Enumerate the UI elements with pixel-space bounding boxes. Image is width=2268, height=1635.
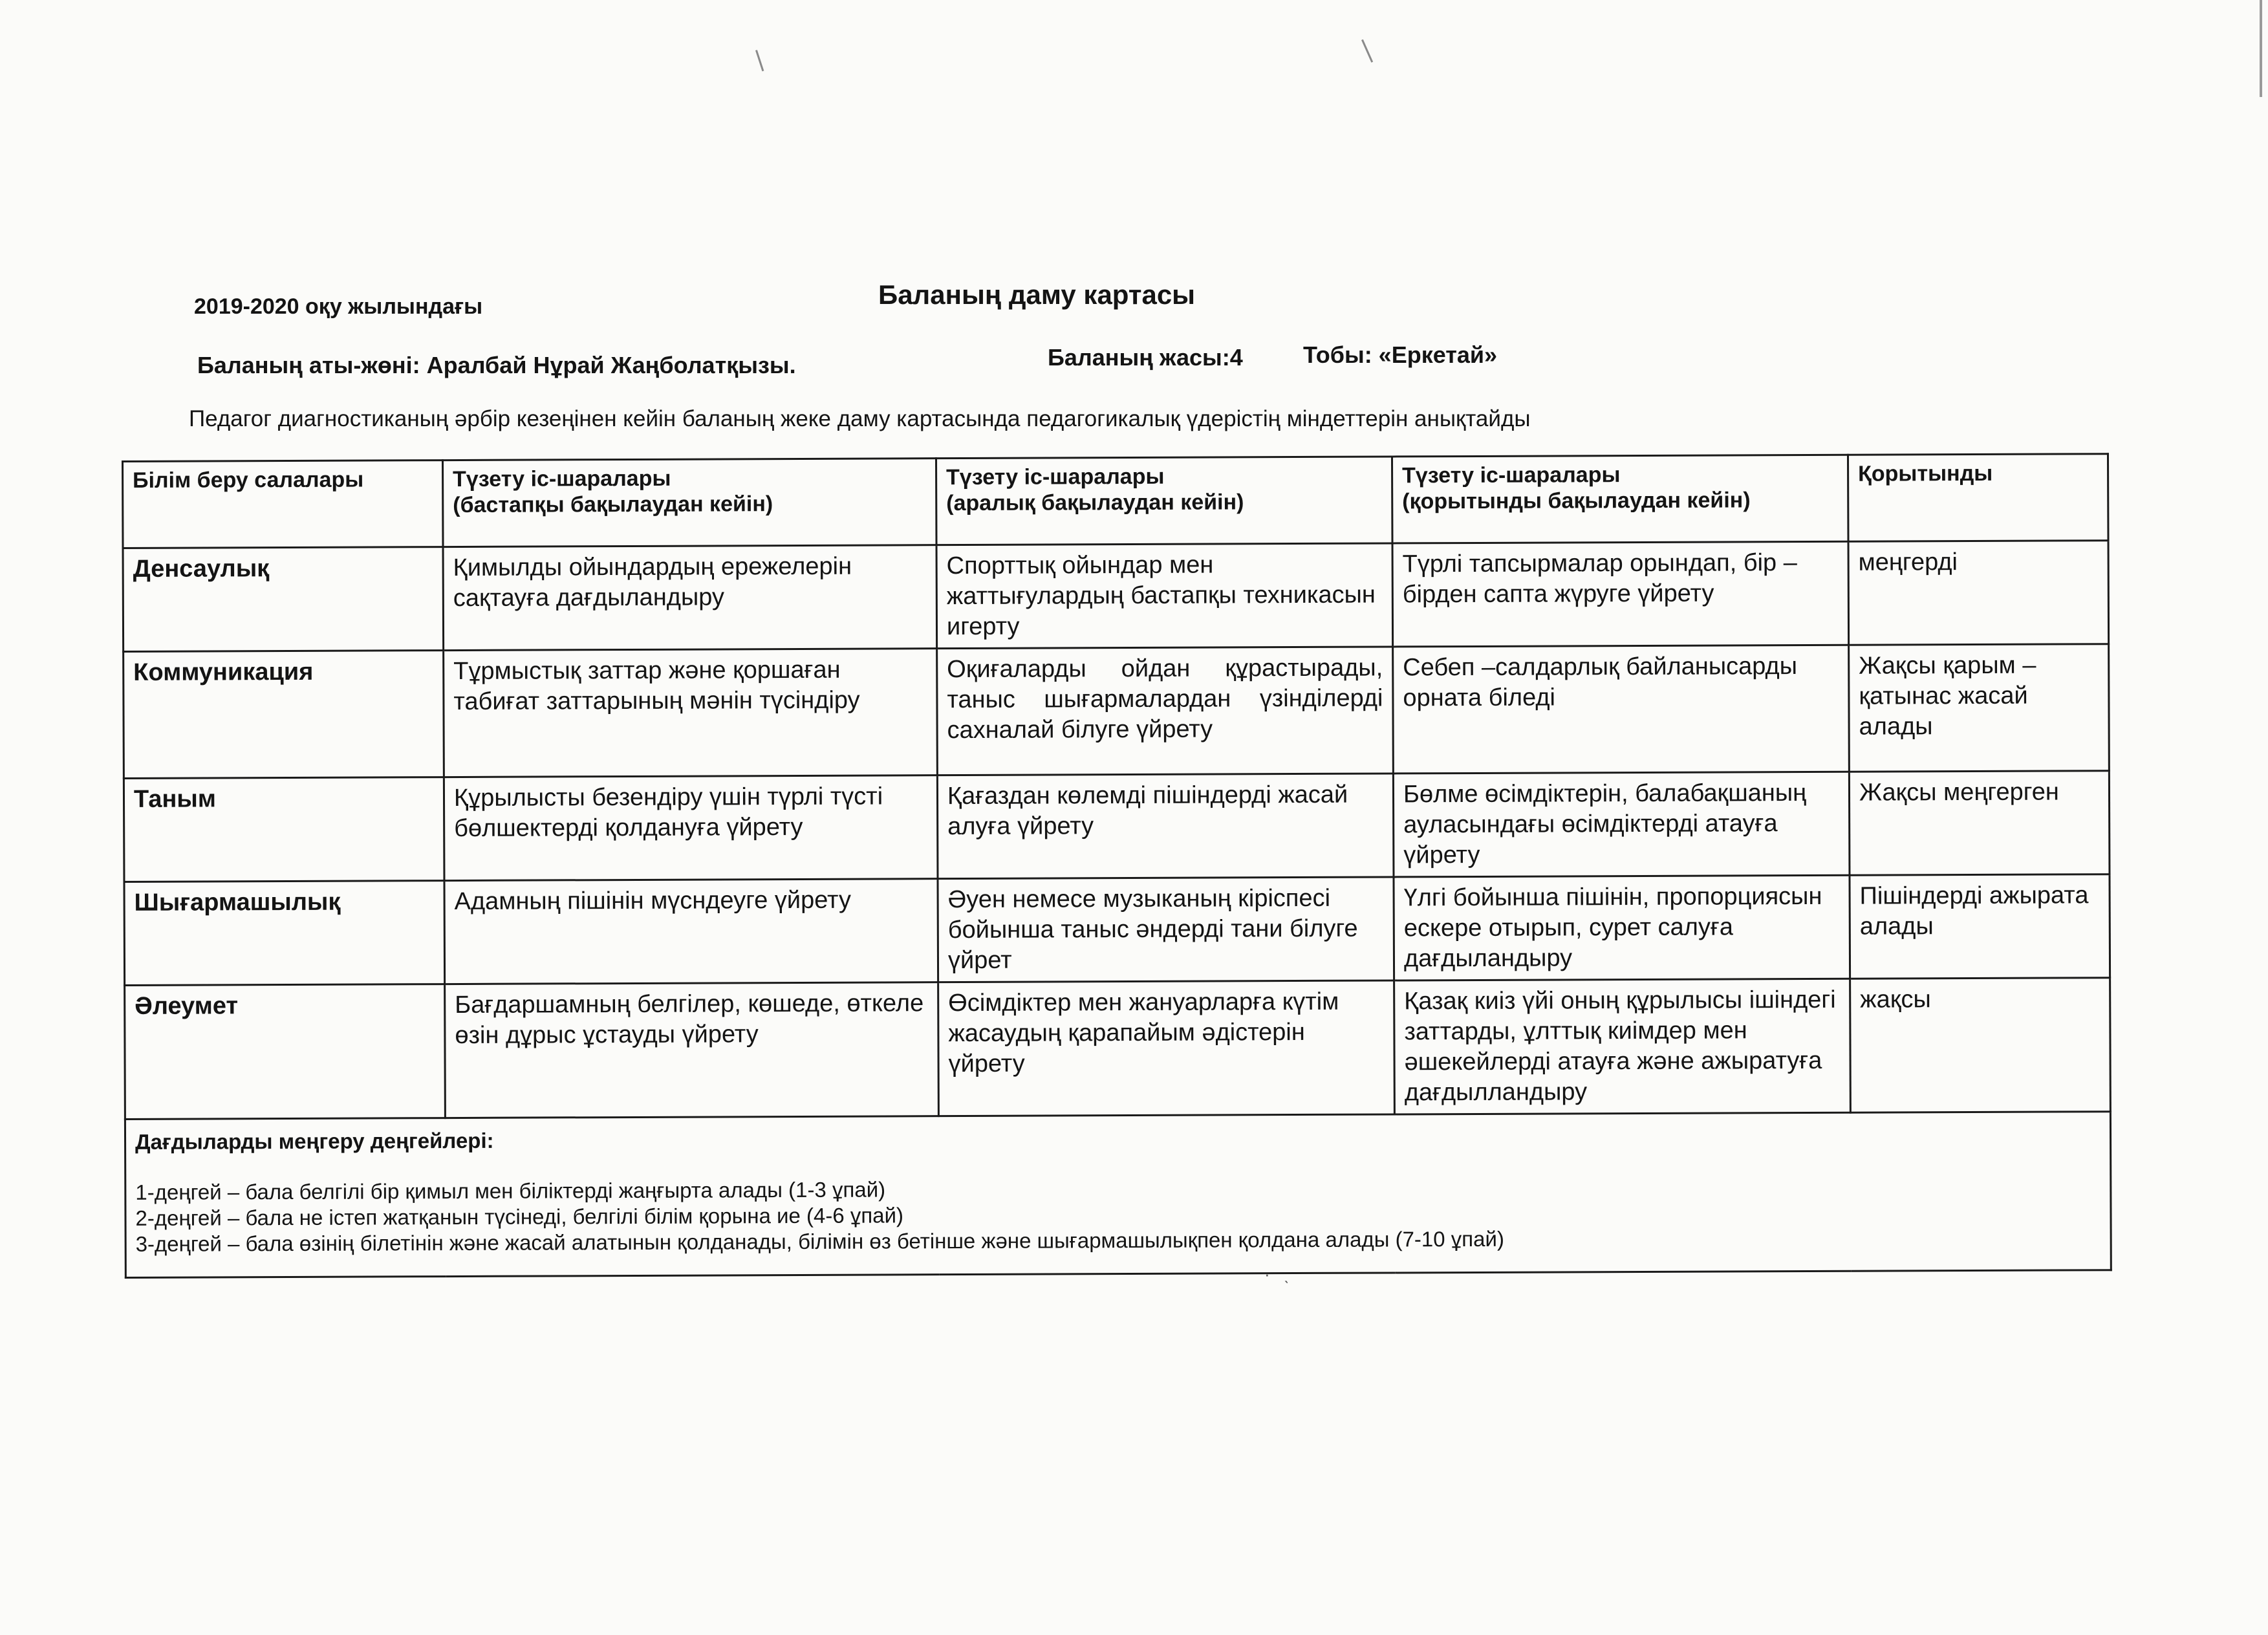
result-cell: Жақсы қарым – қатынас жасай алады: [1849, 644, 2110, 772]
column-header-line1: Түзету іс-шаралары: [1402, 462, 1621, 488]
result-cell: Жақсы меңгерген: [1849, 771, 2110, 876]
initial-cell: Адамның пішінін мүсндеуге үйрету: [444, 879, 938, 984]
levels-title: Дағдыларды меңгеру деңгейлері:: [135, 1128, 494, 1154]
intermediate-cell: Әуен немесе музыканың кіріспесі бойынша таныс әндерді тани білуге үйрет: [938, 877, 1394, 982]
final-cell: Себеп –салдарлық байланысарды орната біледі: [1393, 645, 1850, 774]
levels-footer: [125, 1112, 2111, 1278]
table-row: [125, 978, 2111, 1120]
initial-cell: Қимылды ойындардың ережелерін сақтауға дағдыландыру: [443, 545, 937, 651]
column-header-line1: Түзету іс-шаралары: [453, 466, 671, 492]
final-cell: Үлгі бойынша пішінін, пропорциясын ескере отырып, сурет салуға дағдыландыру: [1394, 875, 1850, 980]
child-name: Баланың аты-жөні: Аралбай Нұрай Жаңболатқызы.: [197, 352, 796, 378]
initial-cell: Құрылысты безендіру үшін түрлі түсті бөлшектерді қолдануға үйрету: [444, 775, 938, 881]
level-item: 1-деңгей – бала белгілі бір қимыл мен біліктерді жаңғырта алады (1-3 ұпай): [135, 1177, 886, 1204]
final-cell: Бөлме өсімдіктерін, балабақшаның ауласындағы өсімдіктерді атауға үйрету: [1393, 772, 1850, 877]
column-header: [1392, 455, 1848, 543]
final-cell: Түрлі тапсырмалар орындап, бір – бірден сапта жүруге үйрету: [1392, 541, 1849, 647]
level-item: 3-деңгей – бала өзінің білетінін және жасай алатынын қолданады, білімін өз бетінше және шығармашылықпен қолдана алады (7-10 ұпай): [135, 1226, 1504, 1256]
child-age: Баланың жасы:4: [1048, 344, 1243, 371]
column-header-line2: (бастапқы бақылаудан кейін): [453, 492, 773, 518]
scan-specks: · ˎ: [1264, 1264, 1290, 1284]
scan-mark: [1361, 39, 1373, 63]
column-header-line1: Білім беру салалары: [133, 467, 364, 493]
area-cell: Шығармашылық: [124, 881, 445, 986]
result-cell: жақсы: [1850, 978, 2111, 1113]
table-row: [124, 644, 2110, 779]
column-header-line2: (қорытынды бақылаудан кейін): [1402, 488, 1751, 514]
child-group: Тобы: «Еркетай»: [1303, 341, 1498, 368]
intermediate-cell: Өсімдіктер мен жануарларға күтім жасаудың қарапайым әдістерін үйрету: [938, 980, 1395, 1116]
table-row: [123, 541, 2109, 652]
column-header-line1: Қорытынды: [1858, 460, 1993, 486]
level-item: 2-деңгей – бала не істеп жатқанын түсінеді, белгілі білім қорына ие (4-6 ұпай): [135, 1203, 904, 1230]
levels-footer-row: [125, 1112, 2111, 1278]
column-header-line1: Түзету іс-шаралары: [946, 464, 1165, 490]
intro-text: Педагог диагностиканың әрбір кезеңінен кейін баланың жеке даму картасында педагогикалық үдерістің міндеттерін анықтайды: [189, 406, 1531, 431]
area-cell: Коммуникация: [124, 651, 444, 779]
final-cell: Қазақ киіз үйі оның құрылысы ішіндегі заттарды, ұлттық киімдер мен әшекейлерді атауға және ажыратуға дағдылландыру: [1394, 979, 1851, 1114]
column-header: [123, 460, 444, 548]
area-cell: Әлеумет: [125, 984, 446, 1120]
intermediate-cell: Оқиғаларды ойдан құрастырады, таныс шығармалардан үзінділерді сахналай білуге үйрету: [937, 647, 1394, 775]
intermediate-cell: Қағаздан көлемді пішіндерді жасай алуға үйрету: [937, 774, 1394, 879]
table-row: [124, 874, 2110, 986]
table-header-row: [123, 454, 2108, 548]
column-header: [1848, 454, 2108, 542]
scan-mark: [755, 50, 764, 71]
initial-cell: Тұрмыстық заттар және қоршаған табиғат заттарының мәнін түсіндіру: [444, 649, 938, 777]
column-header: [443, 459, 937, 547]
intermediate-cell: Спорттық ойындар мен жаттығулардың бастапқы техникасын игерту: [936, 543, 1393, 649]
result-cell: меңгерді: [1848, 541, 2109, 645]
result-cell: Пішіндерді ажырата алады: [1850, 874, 2110, 979]
scan-mark: [2260, 0, 2262, 97]
area-cell: Таным: [124, 777, 444, 882]
page-title: Баланың даму картасы: [878, 279, 1196, 310]
development-card-table: [122, 453, 2112, 1279]
column-header-line2: (аралық бақылаудан кейін): [946, 490, 1244, 516]
column-header: [936, 457, 1392, 545]
area-cell: Денсаулық: [123, 547, 444, 652]
table-row: [124, 771, 2110, 882]
academic-year: 2019-2020 оқу жылындағы: [194, 294, 483, 319]
initial-cell: Бағдаршамның белгілер, көшеде, өткеле өзін дұрыс ұстауды үйрету: [445, 982, 939, 1118]
